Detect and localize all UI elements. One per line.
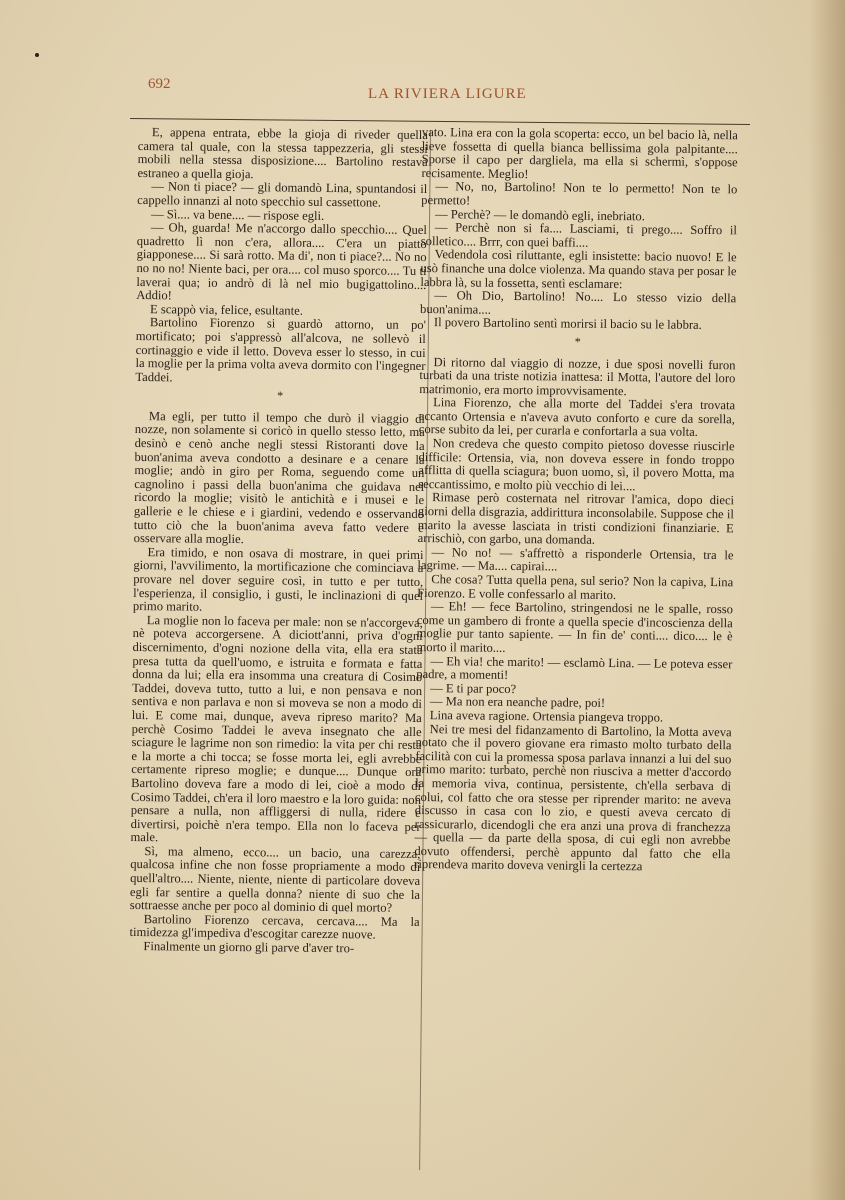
paragraph: vato. Lina era con la gola scoperta: ecco, un bel bacio là, nella lieve fossetta di quella bianca bellissima gola palpitante.... Sporse il capo per dargliela, ma ella si schermì, s'oppose recisamente. Meglio! <box>421 125 738 181</box>
paragraph: Ma egli, per tutto il tempo che durò il viaggio di nozze, non solamente si coricò in quello stesso letto, ma desinò e cenò anche negli stessi Ristoranti dove la buon'anima aveva condotto a desinare e a cenare la moglie; andò in giro per Roma, seguendo come un cagnolino i passi della buon'anima che guidava nel ricordo la moglie; visitò le antichità e i musei e le gallerie e le chiese e i giardini, vedendo e osservando tutto ciò che la buon'anima aveva fatto vedere e osservare alla moglie. <box>133 409 426 547</box>
running-head: LA RIVIERA LIGURE <box>368 86 527 102</box>
paragraph: Finalmente un giorno gli parve d'aver tro- <box>143 939 355 956</box>
paragraph: Vedendola così riluttante, egli insistette: bacio nuovo! E le usò finanche una dolce violenza. Ma quando stava per posar le labbra là, su la fossetta, sentì esclamare: <box>420 247 737 291</box>
paragraph: E, appena entrata, ebbe la gioja di riveder quella camera tal quale, con la stessa tappezzeria, gli stessi mobili nella stessa disposizione.... Bartolino restava estraneo a quella gioja. <box>137 125 428 181</box>
paragraph: — Ma non era neanche padre, poi! <box>429 694 606 711</box>
paragraph: — Oh, guarda! Me n'accorgo dallo specchio.... Quel quadretto lì non c'era, allora.... C'era un piatto giapponese.... Si sarà rotto. Ma di', non ti piace?... No no no no no! Niente baci, per ora.... col muso sporco.... Tu ti laverai qua; io andrò di là nel mio bugigattolino.... Addio! <box>136 220 427 303</box>
paragraph: Di ritorno dal viaggio di nozze, i due sposi novelli furon turbati da una triste notizia inattesa: il Motta, l'autore del loro matrimonio, era morto improvvisamente. <box>419 354 736 398</box>
section-separator: * <box>574 334 581 349</box>
right-column <box>414 126 738 875</box>
paragraph: Bartolino Fiorenzo cercava, cercava.... Ma la timidezza gl'impediva d'escogitar carezze nuove. <box>129 911 420 942</box>
paragraph: — No no! — s'affrettò a risponderle Ortensia, tra le lagrime. — Ma.... capirai.... <box>417 544 734 574</box>
paragraph: — Perchè? — le domandò egli, inebriato. <box>435 206 645 223</box>
section-separator: * <box>277 388 284 403</box>
paragraph: — Perchè non si fa.... Lasciami, ti prego.... Soffro il solletico.... Brrr, con quei baffi.... <box>420 220 737 250</box>
paragraph: — Sì.... va bene.... — rispose egli. <box>151 206 325 223</box>
paragraph: La moglie non lo faceva per male: non se n'accorgeva, nè poteva accorgersene. A diciott'anni, priva d'ogni discernimento, d'ogni nozione della vita, ella era stata presa tutta da quell'uomo, e istruita e formata e fatta donna da lui; ella era insomma una creatura di Cosimo Taddei, doveva tutto, tutto a lui, e non pensava e non sentiva e non parlava e non si moveva se non a modo di lui. E come mai, dunque, aveva ripreso marito? Ma perchè Cosimo Taddei le aveva insegnato che alle sciagure le lagrime non son rimedio: la vita per chi resta e la morte a chi tocca; se fosse morta lei, egli avrebbe certamente ripreso moglie; e dunque.... Dunque ora Bartolino doveva fare a modo di lei, cioè a modo di Cosimo Taddei, ch'era il loro maestro e la loro guida: non pensare a nulla, non affliggersi di nulla, ridere e divertirsi, poichè n'era tempo. Ella non lo faceva per male. <box>130 612 423 845</box>
paragraph: — Eh via! che marito! — esclamò Lina. — Le poteva esser padre, a momenti! <box>416 653 733 683</box>
ink-speck <box>35 53 39 57</box>
header-rule <box>130 118 750 125</box>
paragraph: Rimase però costernata nel ritrovar l'amica, dopo dieci giorni della disgrazia, addirittura inconsolabile. Suppose che il marito la avesse lasciata in tristi condizioni finanziarie. E arrischiò, con garbo, una domanda. <box>417 490 735 548</box>
paragraph: — E ti par poco? <box>430 680 517 696</box>
page-number: 692 <box>148 76 171 92</box>
paragraph: Sì, ma almeno, ecco.... un bacio, una carezza, qualcosa infine che non fosse propriamente a modo di quell'altro.... Niente, niente, niente di particolare doveva egli far sentire a quella donna? niente di suo che la sottraesse anche per poco al dominio di quel morto? <box>129 843 421 915</box>
paragraph: Il povero Bartolino sentì morirsi il bacio su le labbra. <box>433 315 702 333</box>
paragraph: — Non ti piace? — gli domandò Lina, spuntandosi il cappello innanzi al noto specchio sul cassettone. <box>137 179 428 210</box>
paragraph: — Eh! — fece Bartolino, stringendosi ne le spalle, rosso come un gambero di fronte a quella specie d'incoscienza della moglie pur tanto sapiente. — In fin de' conti.... dico.... le è morto il marito.... <box>416 599 734 655</box>
paragraph: — Oh Dio, Bartolino! No.... Lo stesso vizio della buon'anima.... <box>420 288 737 317</box>
paragraph: — No, no, Bartolino! Non te lo permetto! Non te lo permetto! <box>421 179 738 208</box>
left-column <box>129 126 428 957</box>
paragraph: Non credeva che questo compito pietoso dovesse riuscirle difficile: Ortensia, via, non doveva essere in fondo troppo afflitta di quella sciagura; buon uomo, sì, il povero Motta, ma seccantissimo, e molto più vecchio di lei.... <box>418 436 735 494</box>
paragraph: E scappò via, felice, esultante. <box>150 301 303 318</box>
paragraph: Che cosa? Tutta quella pena, sul serio? Non la capiva, Lina Fiorenzo. E volle confessarlo al marito. <box>417 572 734 602</box>
paragraph: Bartolino Fiorenzo si guardò attorno, un po' mortificato; poi s'appressò all'alcova, ne sollevò il cortinaggio e vide il letto. Doveva esser lo stesso, in cui la moglie per la prima volta aveva dormito con l'ingegner Taddei. <box>135 315 427 385</box>
paragraph: Lina Fiorenzo, che alla morte del Taddei s'era trovata accanto Ortensia e n'aveva avuto conforto e cure da sorella, corse subito da lei, per curarla e confortarla a sua volta. <box>418 395 736 440</box>
paragraph: Nei tre mesi del fidanzamento di Bartolino, la Motta aveva notato che il povero giovane era rimasto molto turbato della facilità con cui la promessa sposa parlava innanzi a lui del suo primo marito: turbato, perchè non riusciva a metter d'accordo la memoria viva, continua, persistente, ch'ella serbava di colui, col fatto che ora stesse per riprender marito: ne aveva discusso in casa con lo zio, e questi aveva cercato di rassicurarlo, dicendogli che era anzi una prova di franchezza — quella — da parte della sposa, di cui egli non avrebbe dovuto offendersi, perchè appunto dal fatto che ella riprendeva marito doveva venirgli la certezza <box>414 721 732 874</box>
page-edge-shadow <box>809 0 845 1200</box>
paragraph: Era timido, e non osava di mostrare, in quei primi giorni, l'avvilimento, la mortificazione che cominciava a provare nel dover seguire così, in tutto e per tutto, l'esperienza, il consiglio, i gusti, le inclinazioni di quel primo marito. <box>132 544 424 614</box>
paragraph: Lina aveva ragione. Ortensia piangeva troppo. <box>429 708 664 725</box>
